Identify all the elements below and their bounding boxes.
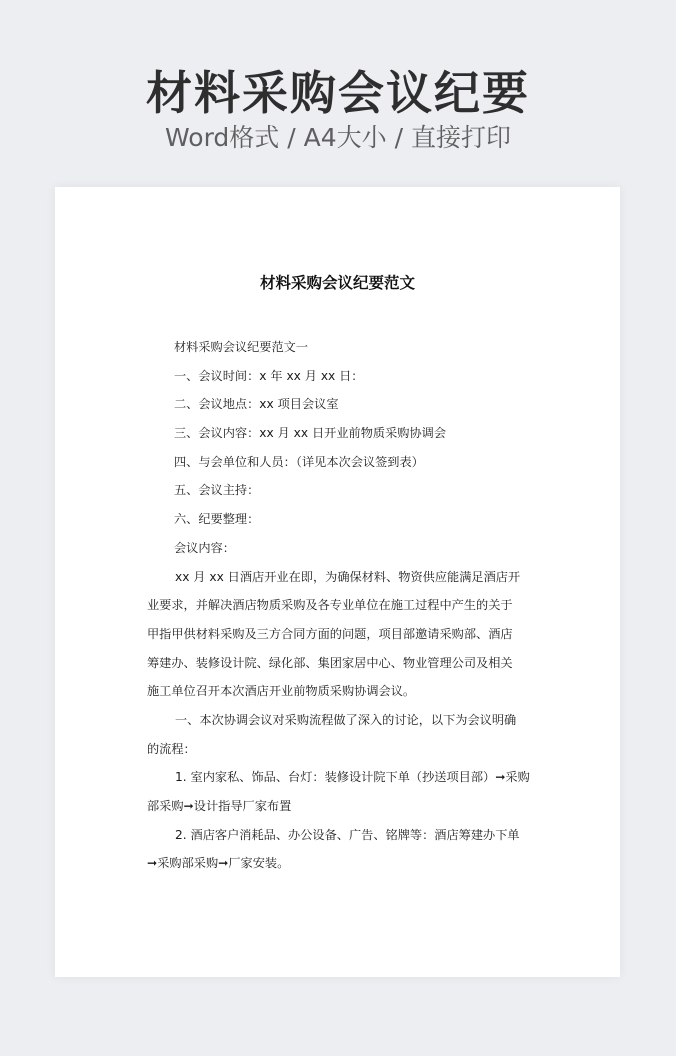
list-item: 2. 酒店客户消耗品、办公设备、广告、铭牌等：酒店筹建办下单 xyxy=(175,827,520,842)
meeting-host: 五、会议主持： xyxy=(174,483,260,498)
list-item: 1. 室内家私、饰品、台灯：装修设计院下单（抄送项目部）➞采购 xyxy=(175,770,530,785)
paragraph-line: 业要求，并解决酒店物质采购及各专业单位在施工过程中产生的关于 xyxy=(147,598,513,613)
paragraph-line: 甲指甲供材料采购及三方合同方面的问题，项目部邀请采购部、酒店 xyxy=(147,626,513,641)
section-heading: 材料采购会议纪要范文一 xyxy=(174,340,309,354)
paragraph-line: 筹建办、装修设计院、绿化部、集团家居中心、物业管理公司及相关 xyxy=(147,655,513,670)
paragraph-line: xx 月 xx 日酒店开业在即，为确保材料、物资供应能满足酒店开 xyxy=(175,569,521,584)
list-item-continuation: ➞采购部采购➞厂家安装。 xyxy=(147,856,290,871)
paragraph-line: 施工单位召开本次酒店开业前物质采购协调会议。 xyxy=(147,684,416,699)
minutes-recorder: 六、纪要整理： xyxy=(174,512,260,527)
list-item-continuation: 部采购➞设计指导厂家布置 xyxy=(147,799,292,813)
meeting-attendees: 四、与会单位和人员：（详见本次会议签到表） xyxy=(174,454,424,469)
meeting-location: 二、会议地点：xx 项目会议室 xyxy=(174,397,339,412)
banner-subtitle: Word格式 / A4大小 / 直接打印 xyxy=(165,123,511,152)
content-heading: 会议内容： xyxy=(174,540,235,555)
document-page xyxy=(55,187,620,977)
paragraph-line: 的流程： xyxy=(147,741,196,756)
paragraph-line: 一、本次协调会议对采购流程做了深入的讨论，以下为会议明确 xyxy=(175,712,517,727)
meeting-topic: 三、会议内容：xx 月 xx 日开业前物质采购协调会 xyxy=(174,426,447,441)
banner-title: 材料采购会议纪要 xyxy=(146,66,530,120)
meeting-time: 一、会议时间：x 年 xx 月 xx 日： xyxy=(174,368,364,383)
document-title: 材料采购会议纪要范文 xyxy=(259,274,415,292)
document-body xyxy=(147,333,529,878)
